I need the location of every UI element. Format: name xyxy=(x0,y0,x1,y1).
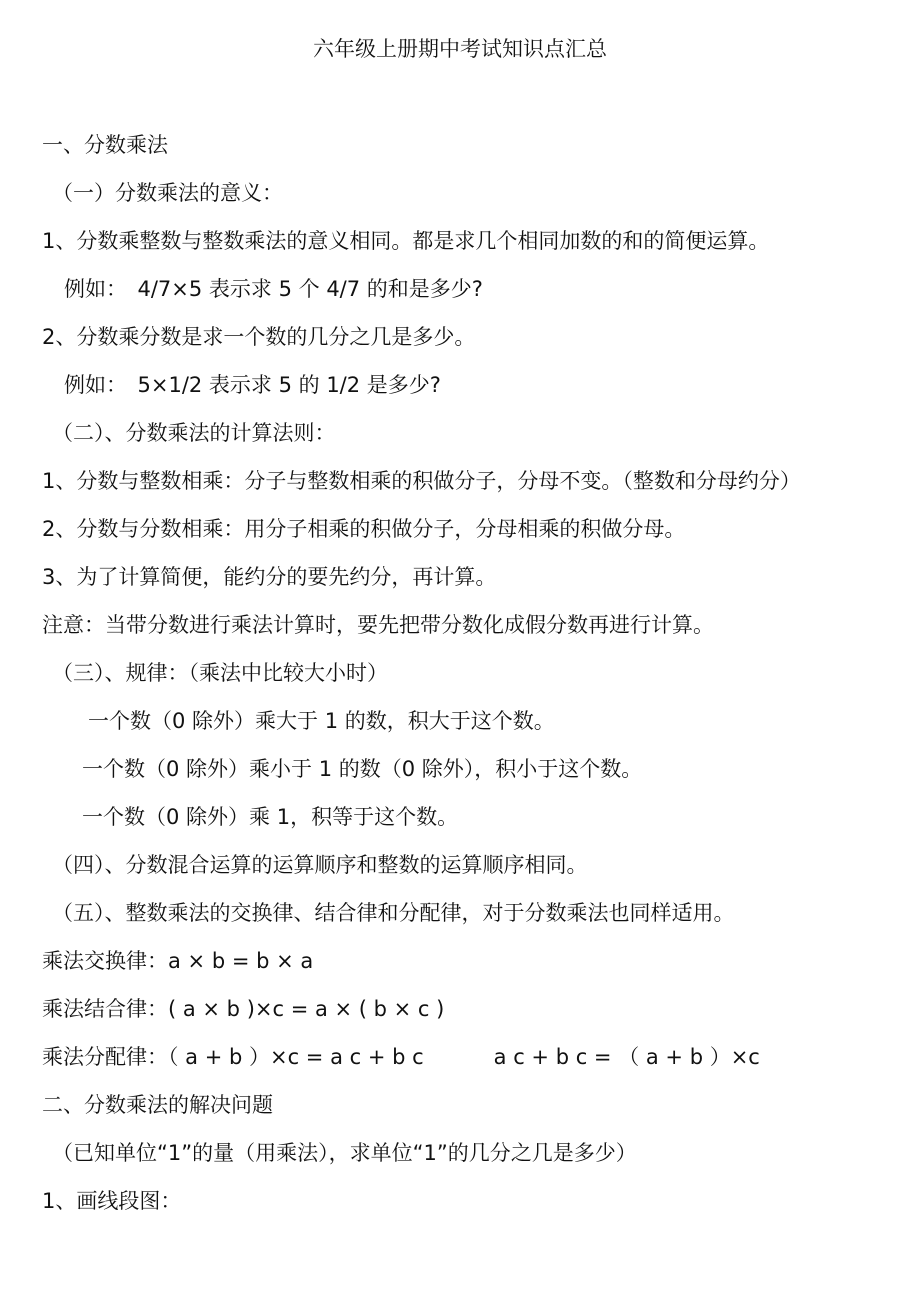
section-heading: 一、分数乘法 xyxy=(42,133,168,157)
paragraph: 2、分数与分数相乘：用分子相乘的积做分子，分母相乘的积做分母。 xyxy=(42,517,686,541)
section-heading: 二、分数乘法的解决问题 xyxy=(42,1093,273,1117)
paragraph: （已知单位“1”的量（用乘法），求单位“1”的几分之几是多少） xyxy=(52,1141,637,1165)
rule: 一个数（0 除外）乘 1，积等于这个数。 xyxy=(82,805,459,829)
rule: 一个数（0 除外）乘小于 1 的数（0 除外），积小于这个数。 xyxy=(82,757,643,781)
paragraph: 1、分数与整数相乘：分子与整数相乘的积做分子，分母不变。（整数和分母约分） xyxy=(42,469,801,493)
example: 例如： 4/7×5 表示求 5 个 4/7 的和是多少? xyxy=(64,277,483,301)
paragraph: 1、分数乘整数与整数乘法的意义相同。都是求几个相同加数的和的简便运算。 xyxy=(42,229,770,253)
document-body xyxy=(42,121,882,1225)
subsection-heading: （二）、分数乘法的计算法则： xyxy=(52,421,336,445)
distributive-formula: 乘法分配律：（ a + b ）×c = a c + b c xyxy=(42,1045,424,1069)
document-title: 六年级上册期中考试知识点汇总 xyxy=(313,37,607,61)
example: 例如： 5×1/2 表示求 5 的 1/2 是多少? xyxy=(64,373,441,397)
subsection-heading: （四）、分数混合运算的运算顺序和整数的运算顺序相同。 xyxy=(52,853,588,877)
law-commutative: 乘法交换律：a × b = b × a xyxy=(42,949,314,973)
note: 注意：当带分数进行乘法计算时，要先把带分数化成假分数再进行计算。 xyxy=(42,613,714,637)
subsection-heading: （五）、整数乘法的交换律、结合律和分配律，对于分数乘法也同样适用。 xyxy=(52,901,735,925)
paragraph: 1、画线段图： xyxy=(42,1189,182,1213)
paragraph: 2、分数乘分数是求一个数的几分之几是多少。 xyxy=(42,325,476,349)
subsection-heading: （一）分数乘法的意义： xyxy=(52,181,283,205)
paragraph: 3、为了计算简便，能约分的要先约分，再计算。 xyxy=(42,565,497,589)
rule: 一个数（0 除外）乘大于 1 的数，积大于这个数。 xyxy=(88,709,555,733)
distributive-formula-reverse: a c + b c = （ a + b ）×c xyxy=(493,1045,760,1069)
law-associative: 乘法结合律：( a × b )×c = a × ( b × c ) xyxy=(42,997,445,1021)
subsection-heading: （三）、规律：（乘法中比较大小时） xyxy=(52,661,388,685)
law-distributive xyxy=(42,1033,882,1081)
